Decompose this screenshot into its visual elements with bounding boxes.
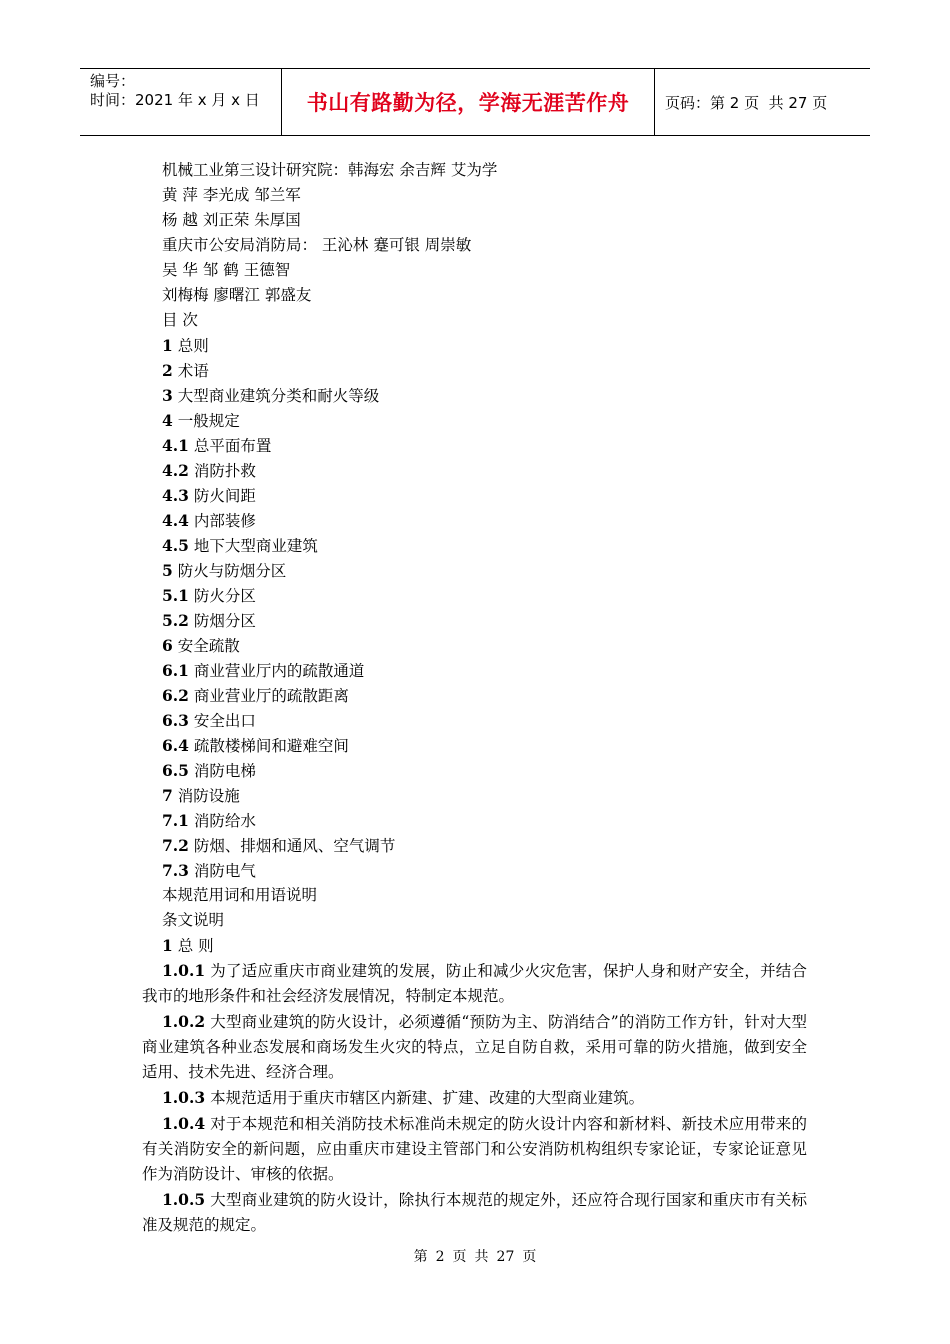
toc-text: 安全疏散 xyxy=(177,637,240,655)
toc-item xyxy=(142,683,807,708)
clause-paragraph xyxy=(142,1009,807,1085)
toc-number: 6.5 xyxy=(162,761,189,780)
document-number-label: 编号： xyxy=(90,72,136,90)
toc-item xyxy=(142,458,807,483)
clause-number: 1.0.3 xyxy=(162,1088,206,1107)
credits-block xyxy=(142,158,807,333)
toc-item xyxy=(142,358,807,383)
toc-item xyxy=(142,508,807,533)
toc-text: 地下大型商业建筑 xyxy=(193,537,318,555)
toc-item xyxy=(142,483,807,508)
toc-text: 消防给水 xyxy=(193,812,256,830)
toc-number: 4 xyxy=(162,411,173,430)
toc-title: 目 次 xyxy=(162,311,198,329)
toc-item xyxy=(142,583,807,608)
clause-number: 1.0.1 xyxy=(162,961,206,980)
clause-text: 为了适应重庆市商业建筑的发展，防止和减少火灾危害，保护人身和财产安全，并结合我市的地形条件和社会经济发展情况，特制定本规范。 xyxy=(142,962,807,1005)
toc-item xyxy=(142,608,807,633)
toc-item: 条文说明 xyxy=(162,911,225,929)
clause-number: 1.0.2 xyxy=(162,1012,206,1031)
footer-total-pages: 27 xyxy=(496,1249,515,1265)
toc-text: 防火分区 xyxy=(193,587,256,605)
toc-number: 7.2 xyxy=(162,836,189,855)
clauses xyxy=(142,958,807,1238)
toc-text: 商业营业厅内的疏散通道 xyxy=(193,662,365,680)
toc-text: 防火与防烟分区 xyxy=(177,562,287,580)
toc-number: 7.1 xyxy=(162,811,189,830)
clause-text: 对于本规范和相关消防技术标准尚未规定的防火设计内容和新材料、新技术应用带来的有关消防安全的新问题，应由重庆市建设主管部门和公安消防机构组织专家论证，专家论证意见作为消防设计、审核的依据。 xyxy=(142,1115,807,1183)
clause-number: 1.0.5 xyxy=(162,1190,206,1209)
toc-item xyxy=(142,633,807,658)
toc-text: 一般规定 xyxy=(177,412,240,430)
section-number: 1 xyxy=(162,936,173,955)
toc-item xyxy=(142,658,807,683)
clause-paragraph xyxy=(142,958,807,1009)
document-body xyxy=(142,158,807,1238)
toc-text: 总则 xyxy=(177,337,209,355)
footer-gong: 共 xyxy=(474,1249,489,1265)
toc-number: 7.3 xyxy=(162,861,189,880)
clause-text: 大型商业建筑的防火设计，除执行本规范的规定外，还应符合现行国家和重庆市有关标准及规范的规定。 xyxy=(142,1191,807,1234)
toc-text: 消防扑救 xyxy=(193,462,256,480)
credit-line: 刘梅梅 廖曙江 郭盛友 xyxy=(162,286,312,304)
toc-number: 5.2 xyxy=(162,611,189,630)
toc-text: 总平面布置 xyxy=(193,437,272,455)
clause-text: 大型商业建筑的防火设计，必须遵循“预防为主、防消结合”的消防工作方针，针对大型商业建筑各种业态发展和商场发生火灾的特点，立足自防自救，采用可靠的防火措施，做到安全适用、技术先进、经济合理。 xyxy=(142,1013,807,1081)
credit-line: 机械工业第三设计研究院：韩海宏 余吉辉 艾为学 xyxy=(162,161,498,179)
toc-number: 3 xyxy=(162,386,173,405)
toc-number: 7 xyxy=(162,786,173,805)
toc-number: 6 xyxy=(162,636,173,655)
clause-text: 本规范适用于重庆市辖区内新建、扩建、改建的大型商业建筑。 xyxy=(210,1089,645,1107)
toc-item xyxy=(142,833,807,858)
toc-item xyxy=(142,383,807,408)
footer-ye: 页 xyxy=(452,1249,467,1265)
footer-page-number: 2 xyxy=(435,1249,445,1265)
toc-text: 内部装修 xyxy=(193,512,256,530)
toc-item xyxy=(142,758,807,783)
page-footer xyxy=(0,1246,950,1266)
toc-item xyxy=(142,858,807,883)
toc-text: 防烟、排烟和通风、空气调节 xyxy=(193,837,396,855)
header-page-label: 页码：第 2 页 共 27 页 xyxy=(665,93,828,112)
toc-item xyxy=(142,558,807,583)
toc-text: 商业营业厅的疏散距离 xyxy=(193,687,349,705)
toc-number: 6.3 xyxy=(162,711,189,730)
credit-line: 杨 越 刘正荣 朱厚国 xyxy=(162,211,301,229)
section-heading xyxy=(142,933,807,958)
toc-item xyxy=(142,808,807,833)
toc-text: 防烟分区 xyxy=(193,612,256,630)
clause-paragraph xyxy=(142,1111,807,1187)
toc-item xyxy=(142,408,807,433)
page-header xyxy=(80,68,870,136)
toc-item xyxy=(142,733,807,758)
toc-number: 5.1 xyxy=(162,586,189,605)
toc-number: 6.4 xyxy=(162,736,189,755)
toc-text: 消防电梯 xyxy=(193,762,256,780)
toc-text: 安全出口 xyxy=(193,712,256,730)
clause-paragraph xyxy=(142,1085,807,1111)
toc-text: 消防设施 xyxy=(177,787,240,805)
header-info-cell xyxy=(80,69,282,135)
header-page-cell xyxy=(655,69,870,135)
header-motto: 书山有路勤为径，学海无涯苦作舟 xyxy=(282,69,655,135)
toc-text: 术语 xyxy=(177,362,209,380)
toc-item: 本规范用词和用语说明 xyxy=(162,886,318,904)
toc-text: 消防电气 xyxy=(193,862,256,880)
toc-text: 防火间距 xyxy=(193,487,256,505)
toc-item xyxy=(142,433,807,458)
toc-item xyxy=(142,783,807,808)
credit-line: 重庆市公安局消防局： 王沁林 蹇可银 周崇敏 xyxy=(162,236,472,254)
table-of-contents xyxy=(142,333,807,933)
toc-number: 6.1 xyxy=(162,661,189,680)
toc-number: 5 xyxy=(162,561,173,580)
footer-ye: 页 xyxy=(522,1249,537,1265)
toc-number: 2 xyxy=(162,361,173,380)
toc-text: 疏散楼梯间和避难空间 xyxy=(193,737,349,755)
credit-line: 吴 华 邹 鹤 王德智 xyxy=(162,261,291,279)
toc-item xyxy=(142,533,807,558)
toc-item xyxy=(142,333,807,358)
toc-number: 4.1 xyxy=(162,436,189,455)
toc-number: 4.4 xyxy=(162,511,189,530)
toc-number: 6.2 xyxy=(162,686,189,705)
section-title: 总 则 xyxy=(177,937,214,955)
footer-di: 第 xyxy=(413,1249,428,1265)
toc-item xyxy=(142,708,807,733)
clause-paragraph xyxy=(142,1187,807,1238)
document-time-label: 时间：2021 年 x 月 x 日 xyxy=(90,91,260,109)
clause-number: 1.0.4 xyxy=(162,1114,206,1133)
toc-number: 4.5 xyxy=(162,536,189,555)
credit-line: 黄 萍 李光成 邹兰军 xyxy=(162,186,301,204)
toc-number: 4.3 xyxy=(162,486,189,505)
toc-number: 1 xyxy=(162,336,173,355)
toc-number: 4.2 xyxy=(162,461,189,480)
toc-text: 大型商业建筑分类和耐火等级 xyxy=(177,387,380,405)
